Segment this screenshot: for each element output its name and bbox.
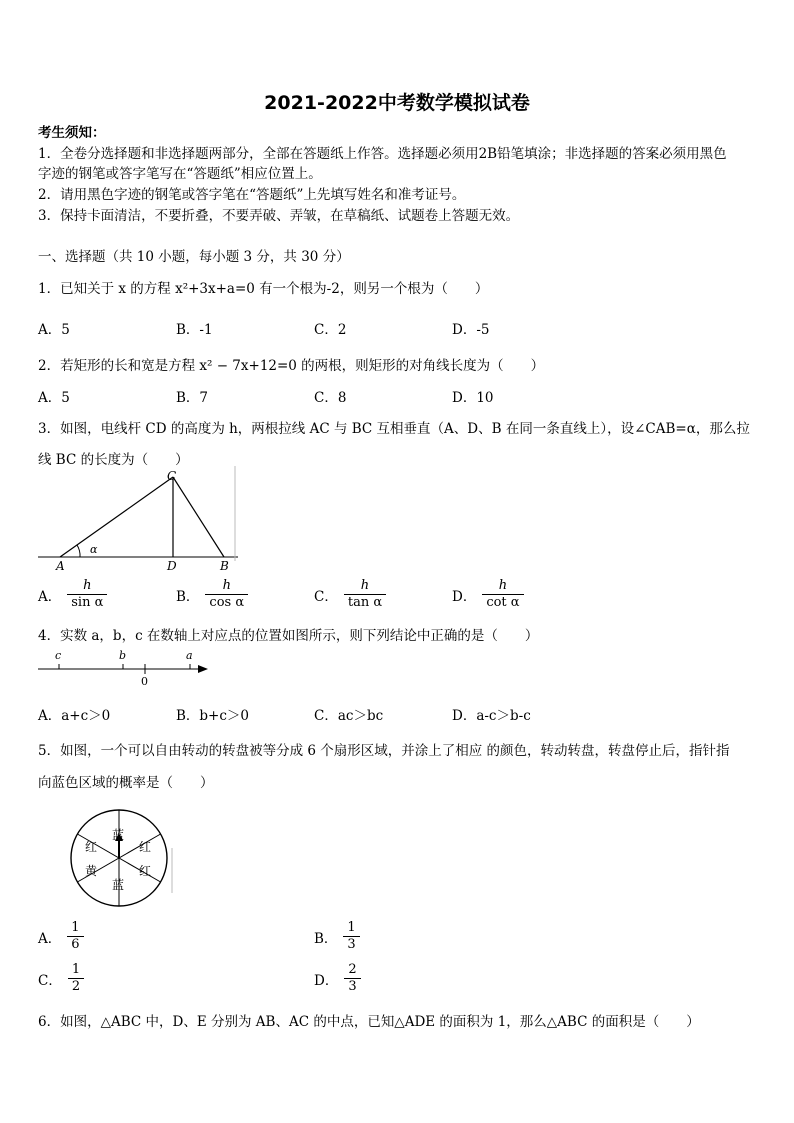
notice-item-1: 1．全卷分选择题和非选择题两部分，全部在答题纸上作答。选择题必须用2B铅笔填涂；非选择题的答案必须用黑色 bbox=[38, 146, 727, 162]
q6-stem: 6．如图，△ABC 中，D、E 分别为 AB、AC 的中点，已知△ADE 的面积为 1，那么△ABC 的面积是（ ） bbox=[38, 1014, 700, 1030]
q4-number-line bbox=[38, 645, 213, 687]
q4-option-a: A．a+c＞0 bbox=[38, 708, 111, 724]
notice-item-1-cont: 字迹的钢笔或答字笔写在“答题纸”相应位置上。 bbox=[38, 166, 322, 182]
q3-angle-arc bbox=[77, 545, 80, 557]
q5-sector-label-2: 红 bbox=[139, 840, 152, 854]
q3-label-d: D bbox=[167, 559, 177, 573]
q4-axis-arrow bbox=[198, 665, 208, 673]
q5-stem-line2: 向蓝色区域的概率是（ ） bbox=[38, 775, 214, 791]
q5-option-b: B． $\frac{1}{3}$ bbox=[314, 920, 360, 953]
q3-option-c: C． $\frac{h}{\text{tan α}}$ bbox=[314, 578, 386, 611]
q3-stem-line1: 3．如图，电线杆 CD 的高度为 h，两根拉线 AC 与 BC 互相垂直（A、D、B 在同一条直线上），设∠CAB=α，那么拉 bbox=[38, 421, 750, 437]
q2-option-b: B．7 bbox=[176, 390, 209, 406]
q5-option-a: A． $\frac{1}{6}$ bbox=[38, 920, 84, 953]
q4-option-d: D．a-c＞b-c bbox=[452, 708, 531, 724]
q2-option-d: D．10 bbox=[452, 390, 494, 406]
q4-stem: 4．实数 a，b，c 在数轴上对应点的位置如图所示，则下列结论中正确的是（ ） bbox=[38, 628, 539, 644]
q3-label-c: C bbox=[167, 469, 177, 483]
q3-line-ac bbox=[60, 477, 173, 557]
q5-spinner-figure bbox=[68, 808, 178, 908]
q1-option-c: C．2 bbox=[314, 322, 347, 338]
q5-sector-label-4: 蓝 bbox=[112, 878, 125, 892]
q3-stem-line2: 线 BC 的长度为（ ） bbox=[38, 452, 189, 468]
q3-label-a: A bbox=[56, 559, 65, 573]
q4-label-c: c bbox=[55, 649, 62, 662]
q3-option-b: B． $\frac{h}{\text{cos α}}$ bbox=[176, 578, 248, 611]
q3-line-bc bbox=[173, 477, 224, 557]
q4-label-a: a bbox=[186, 649, 193, 662]
q5-stem-line1: 5．如图，一个可以自由转动的转盘被等分成 6 个扇形区域，并涂上了相应 的颜色，转动转盘，转盘停止后，指针指 bbox=[38, 743, 730, 759]
q1-option-a: A．5 bbox=[38, 322, 70, 338]
q4-label-zero: 0 bbox=[141, 675, 148, 687]
q1-option-b: B．-1 bbox=[176, 322, 213, 338]
section-heading: 一、选择题（共 10 小题，每小题 3 分，共 30 分） bbox=[38, 249, 350, 265]
q4-label-b: b bbox=[119, 649, 127, 662]
q3-label-b: B bbox=[220, 559, 229, 573]
q3-label-alpha: α bbox=[90, 543, 98, 556]
q2-option-c: C．8 bbox=[314, 390, 347, 406]
q3-option-a: A． $\frac{h}{\text{sin α}}$ bbox=[38, 578, 107, 611]
q5-sector-label-3: 红 bbox=[139, 864, 152, 878]
q1-stem: 1．已知关于 x 的方程 x²+3x+a=0 有一个根为-2，则另一个根为（ ） bbox=[38, 281, 489, 297]
q2-option-a: A．5 bbox=[38, 390, 70, 406]
q1-option-d: D．-5 bbox=[452, 322, 490, 338]
q4-option-b: B．b+c＞0 bbox=[176, 708, 250, 724]
q2-stem: 2．若矩形的长和宽是方程 x² − 7x+12=0 的两根，则矩形的对角线长度为（ ） bbox=[38, 358, 545, 374]
page-title: 2021-2022中考数学模拟试卷 bbox=[264, 92, 530, 114]
q3-triangle-figure bbox=[38, 466, 248, 576]
q5-option-c: C． $\frac{1}{2}$ bbox=[38, 962, 84, 995]
q4-option-c: C．ac＞bc bbox=[314, 708, 384, 724]
q5-sector-label-5: 黄 bbox=[85, 864, 98, 878]
q5-option-d: D． $\frac{2}{3}$ bbox=[314, 962, 361, 995]
notice-item-2: 2．请用黑色字迹的钢笔或答字笔在“答题纸”上先填写姓名和准考证号。 bbox=[38, 187, 466, 203]
notice-heading: 考生须知： bbox=[38, 125, 106, 141]
q5-sector-label-6: 红 bbox=[85, 840, 98, 854]
notice-item-3: 3．保持卡面清洁，不要折叠，不要弄破、弄皱，在草稿纸、试题卷上答题无效。 bbox=[38, 208, 520, 224]
q3-option-d: D． $\frac{h}{\text{cot α}}$ bbox=[452, 578, 524, 611]
q5-sector-label-1: 蓝 bbox=[112, 828, 125, 842]
